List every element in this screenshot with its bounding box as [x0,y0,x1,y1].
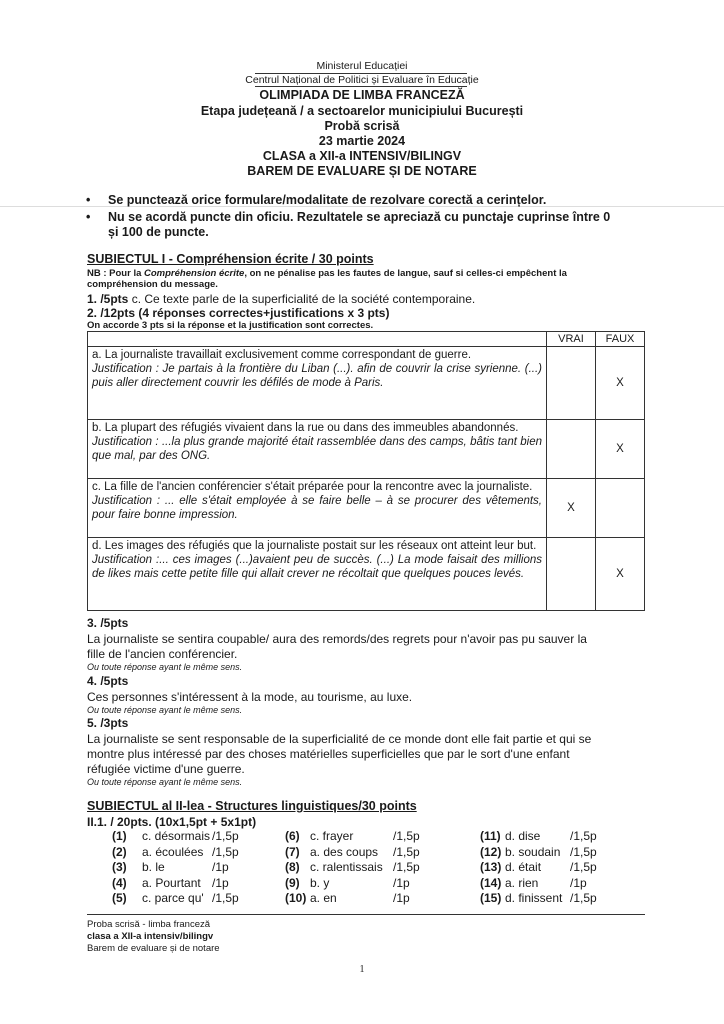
table-row [88,347,645,420]
answer-choice: c. frayer [310,829,354,843]
answer-number: (6) [285,829,300,843]
header-divider-2 [255,86,467,87]
q4-answer: Ces personnes s'intéressent à la mode, au tourisme, au luxe. [87,690,413,704]
answer-number: (8) [285,860,300,874]
q5-answer-line3: réfugiée victime d'une guerre. [87,762,245,776]
barem-title: BAREM DE EVALUARE ȘI DE NOTARE [247,164,477,178]
answer-number: (10) [285,891,307,905]
answer-choice: a. Pourtant [142,875,201,890]
faux-cell-c [596,479,645,538]
statement-a: a. La journaliste travaillait exclusivement comme correspondant de guerre. [92,349,472,361]
q2-label: 2. /12pts (4 réponses correctes+justifications x 3 pts) [87,306,390,320]
section-2-subtitle: II.1. / 20pts. (10x1,5pt + 5x1pt) [87,815,257,829]
justification-a: Justification : Je partais à la frontière du Liban (...). afin de couvrir la crise syrienne. (...) puis aller directement couvrir les défilés de mode à Paris. [92,363,542,389]
bullet-2: • Nu se acordă puncte din oficiu. Rezultatele se apreciază cu punctaje cuprinse între 0 [86,210,611,224]
answer-points: /1p [393,891,410,905]
answer-points: /1p [212,860,229,874]
footer-line-1: Proba scrisă - limba franceză [87,919,211,930]
answer-number: (12) [480,844,502,859]
q3-answer-line1: La journaliste se sentira coupable/ aura des remords/des regrets pour n'avoir pas pu sauver la [87,632,587,646]
answer-choice: b. y [310,875,330,890]
answer-choice: a. écoulées [142,844,204,859]
answer-choice: a. rien [505,875,539,890]
answer-number: (9) [285,875,300,890]
table-header-empty [88,332,547,347]
true-false-table [87,331,645,611]
answer-number: (5) [112,891,127,905]
justification-d: Justification :... ces images (...)avaient peu de succès. (...) La mode faisait des millions de likes mais cette petite fille qui allait crever ne récoltait que quelques pouces levés. [92,554,542,580]
answer-points: /1,5p [393,844,420,859]
answer-number: (15) [480,891,502,905]
col-faux: FAUX [596,332,645,347]
exam-title: Probă scrisă [324,119,400,133]
q3-answer-line2: fille de l'ancien conférencier. [87,647,238,661]
q5-label: 5. /3pts [87,716,129,730]
answer-points: /1,5p [212,829,239,843]
col-vrai: VRAI [547,332,596,347]
section-2-title: SUBIECTUL al II-lea - Structures linguistiques/30 points [87,799,417,813]
answer-number: (3) [112,860,127,874]
answer-points: /1p [212,875,229,890]
footer-line-2: clasa a XII-a intensiv/bilingv [87,931,214,942]
table-row [88,420,645,479]
answer-choice: d. dise [505,829,541,843]
answer-points: /1,5p [212,844,239,859]
q3-label: 3. /5pts [87,616,129,630]
answer-choice: b. le [142,860,165,874]
answer-points: /1,5p [212,891,239,905]
nb-note-cont: compréhension du message. [87,279,218,290]
justification-b: Justification : ...la plus grande majorité était rassemblée dans des camps, bâtis tant bien que mal, par des ONG. [92,436,542,462]
olympiad-title: OLIMPIADA DE LIMBA FRANCEZĂ [259,88,465,102]
statement-b: b. La plupart des réfugiés vivaient dans la rue ou dans des immeubles abandonnés. [92,422,519,434]
exam-date: 23 martie 2024 [318,134,406,148]
nb-note: NB : Pour la Compréhension écrite, on ne pénalise pas les fautes de langue, sauf si celles-ci empêchent la [87,268,567,279]
q4-label: 4. /5pts [87,674,129,688]
answer-number: (13) [480,860,502,874]
answer-number: (7) [285,844,300,859]
vrai-cell-c: X [547,479,596,538]
table-row [88,538,645,611]
statement-c: c. La fille de l'ancien conférencier s'était préparée pour la rencontre avec la journaliste. [92,481,533,493]
vrai-cell-d [547,538,596,611]
answer-choice: a. des coups [310,844,379,859]
answer-number: (11) [480,829,501,843]
table-row [88,479,645,538]
footer-line-3: Barem de evaluare și de notare [87,943,220,954]
statement-cell [88,420,547,479]
page-number: 1 [359,964,365,975]
section-1-title: SUBIECTUL I - Compréhension écrite / 30 points [87,252,374,266]
center-name: Centrul Național de Politici și Evaluare în Educație [245,74,479,86]
answer-number: (1) [112,829,127,843]
q5-answer-line1: La journaliste se sent responsable de la superficialité de ce monde dont elle fait partie et qui se [87,732,592,746]
answer-points: /1,5p [570,891,597,905]
answer-choice: d. était [505,860,542,874]
answer-choice: a. en [310,891,337,905]
answer-choice: c. parce qu' [142,891,204,905]
answer-points: /1p [570,875,587,890]
answer-points: /1p [393,875,410,890]
answer-points: /1,5p [570,844,597,859]
answer-points: /1,5p [570,829,597,843]
table-header-row [88,332,645,347]
answer-choice: c. ralentissais [310,860,383,874]
statement-cell [88,347,547,420]
q2-note: On accorde 3 pts si la réponse et la justification sont correctes. [87,320,374,331]
answer-choice: c. désormais [142,829,211,843]
bullet-dot: • [86,193,91,207]
answer-number: (14) [480,875,502,890]
answer-points: /1,5p [570,860,597,874]
bullet-dot: • [86,210,91,224]
answer-number: (4) [112,875,127,890]
answer-choice: d. finissent [505,891,563,905]
answer-points: /1,5p [393,829,420,843]
bullet-1: • Se punctează orice formulare/modalitate de rezolvare corectă a cerințelor. [86,193,547,207]
statement-cell [88,479,547,538]
faux-cell-b: X [596,420,645,479]
answer-points: /1,5p [393,860,420,874]
faux-cell-d: X [596,538,645,611]
statement-d: d. Les images des réfugiés que la journaliste postait sur les réseaux ont atteint leur but. [92,540,537,552]
stage-title: Etapa județeană / a sectoarelor municipiului București [200,104,524,118]
vrai-cell-a [547,347,596,420]
q4-same-sense: Ou toute réponse ayant le même sens. [87,705,243,715]
footer-divider [87,914,645,915]
q1-answer: 1. /5pts c. Ce texte parle de la superficialité de la société contemporaine. [87,292,476,306]
justification-c: Justification : ... elle s'était employée à se faire belle – à se procurer des vêtements, pour faire bonne impression. [92,495,542,521]
vrai-cell-b [547,420,596,479]
faux-cell-a: X [596,347,645,420]
q3-same-sense: Ou toute réponse ayant le même sens. [87,662,243,672]
answer-number: (2) [112,844,127,859]
answer-choice: b. soudain [505,844,561,859]
class-title: CLASA a XII-a INTENSIV/BILINGV [262,149,462,163]
q5-answer-line2: montre plus intéressé par des choses matérielles superficielles que par le sort d'une enfant [87,747,570,761]
bullet-2-cont: și 100 de puncte. [108,225,209,239]
q5-same-sense: Ou toute réponse ayant le même sens. [87,777,243,787]
ministry-name: Ministerul Educației [316,60,408,72]
statement-cell [88,538,547,611]
